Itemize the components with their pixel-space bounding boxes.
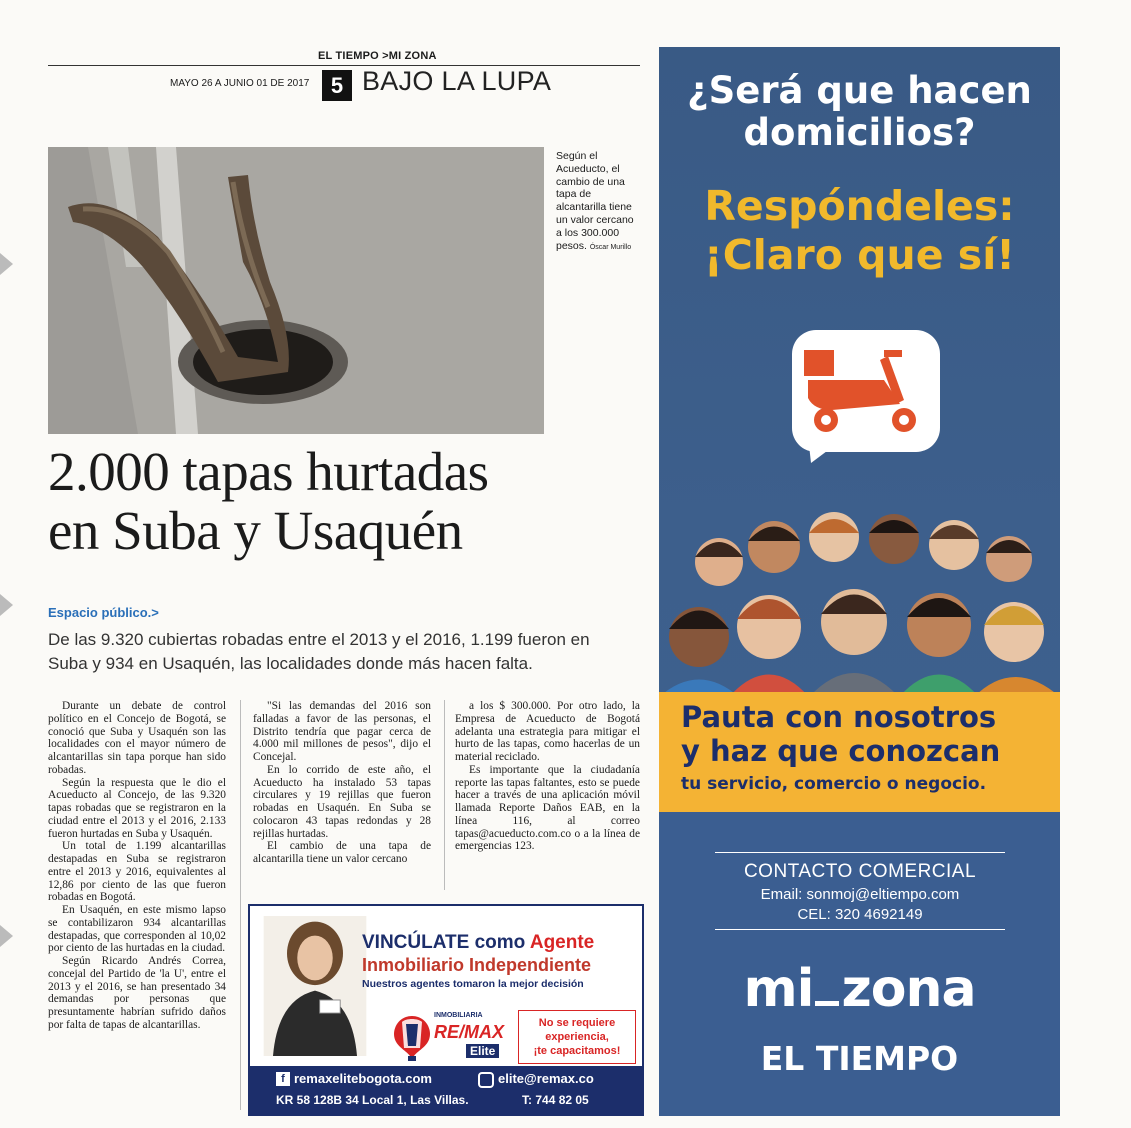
paragraph: Durante un debate de control político en el Concejo de Bogotá, se conoció que Suba y Usaquén son las localidades con el mayor número de alcantarillas sin tapa porque han sido robadas. bbox=[48, 700, 226, 776]
el-tiempo-logo: EL TIEMPO bbox=[760, 1039, 959, 1078]
pitch-line: Pauta con nosotros bbox=[681, 700, 997, 734]
balloon-icon bbox=[392, 1014, 432, 1062]
photo-illustration bbox=[48, 147, 544, 434]
phone-label: T: bbox=[522, 1093, 532, 1107]
logo-mi: mi bbox=[743, 959, 814, 1019]
logo-underscore bbox=[815, 1001, 839, 1006]
remax-title-a: VINCÚLATE como bbox=[362, 932, 530, 953]
instagram-icon bbox=[478, 1072, 494, 1088]
column-rule bbox=[444, 700, 445, 890]
issue-date: MAYO 26 A JUNIO 01 DE 2017 bbox=[170, 78, 310, 89]
contact-box bbox=[715, 852, 1005, 930]
remax-contact-bar bbox=[250, 1066, 642, 1114]
no-experience-box bbox=[518, 1010, 636, 1064]
agent-photo bbox=[260, 916, 370, 1056]
crowd-illustration bbox=[659, 467, 1060, 697]
contact-title: CONTACTO COMERCIAL bbox=[743, 861, 977, 882]
mizona-logo bbox=[659, 959, 1060, 1019]
deck bbox=[48, 628, 640, 676]
no-exp-line: experiencia, bbox=[545, 1031, 609, 1043]
no-exp-line: No se requiere bbox=[538, 1017, 616, 1029]
kicker: Espacio público.> bbox=[48, 605, 159, 620]
remax-title-b: Agente bbox=[529, 932, 595, 953]
paragraph: Es importante que la ciudadanía reporte las tapas faltantes, esto se puede hacer a través de una aplicación móvil llamada Reporte Daños EAB, en la línea 116, al correo tapas@acueducto.com.co o a la línea de emergencias 123. bbox=[455, 763, 640, 853]
pitch-band bbox=[659, 692, 1060, 812]
paragraph: El cambio de una tapa de alcantarilla tiene un valor cercano bbox=[253, 840, 431, 865]
remax-subtitle: Nuestros agentes tomaron la mejor decisión bbox=[362, 978, 584, 990]
paragraph: a los $ 300.000. Por otro lado, la Empresa de Acueducto de Bogotá adelanta una estrategia para mitigar el hurto de las tapas, como hacerlas de un material reciclado. bbox=[455, 700, 640, 763]
paragraph: Según la respuesta que le dio el Acueducto al Concejo, de las 9.320 tapas robadas que se registraron en la ciudad entre el 2013 y el 2016, 2.133 fueron hurtadas en Suba y Usaquén. bbox=[48, 776, 226, 840]
pitch-line: tu servicio, comercio o negocio. bbox=[681, 774, 987, 794]
remax-logo-top: INMOBILIARIA bbox=[434, 1012, 483, 1019]
page-marker bbox=[0, 925, 13, 947]
remax-address: KR 58 128B 34 Local 1, Las Villas. bbox=[276, 1093, 469, 1107]
remax-logo-sub: Elite bbox=[466, 1044, 499, 1058]
paragraph: En Usaquén, en este mismo lapso se contabilizaron 934 alcantarillas destapadas, que corresponden al 10,02 por ciento de las hurtadas en la ciudad. bbox=[48, 904, 226, 955]
paragraph: "Si las demandas del 2016 son falladas a favor de las personas, el Distrito tendría que pagar cerca de 4.000 mil millones de pesos", dijo el Concejal. bbox=[253, 700, 431, 763]
contact-cel: CEL: 320 4692149 bbox=[797, 906, 923, 923]
section-title: BAJO LA LUPA bbox=[362, 66, 552, 96]
caption-text: Según el Acueducto, el cambio de una tapa de alcantarilla tiene un valor cercano a los 300.000 pesos. bbox=[556, 150, 634, 252]
section-label: EL TIEMPO >MI ZONA bbox=[318, 50, 437, 62]
ad-answer-line: ¡Claro que sí! bbox=[704, 231, 1015, 279]
remax-ad[interactable] bbox=[248, 904, 644, 1116]
remax-logo-main: RE/MAX bbox=[434, 1022, 505, 1042]
pitch-line: y haz que conozcan bbox=[681, 734, 1001, 768]
ad-answer-line: Respóndeles: bbox=[704, 182, 1015, 230]
column-rule bbox=[240, 700, 241, 1110]
remax-website[interactable]: remaxelitebogota.com bbox=[294, 1071, 432, 1086]
scooter-icon bbox=[792, 330, 940, 452]
remax-email[interactable]: elite@remax.co bbox=[498, 1071, 594, 1086]
facebook-icon: f bbox=[276, 1072, 290, 1086]
speech-bubble bbox=[792, 330, 940, 452]
remax-title bbox=[362, 932, 594, 954]
page-number: 5 bbox=[322, 70, 352, 101]
photo-caption bbox=[556, 150, 640, 254]
no-exp-line: ¡te capacitamos! bbox=[533, 1045, 621, 1057]
page-marker bbox=[0, 253, 13, 275]
phone-number: 744 82 05 bbox=[535, 1093, 589, 1107]
deck-line: De las 9.320 cubiertas robadas entre el 2013 y el 2016, 1.199 fueron en bbox=[48, 630, 590, 649]
paragraph: Según Ricardo Andrés Correa, concejal del Partido de 'la U', entre el 2013 y el 2016, se han presentado 34 demandas por personas que presuntamente habrían sufrido daños por falta de tapas de alcantarillas. bbox=[48, 955, 226, 1031]
manhole-tree-photo bbox=[48, 147, 544, 434]
article-column-2 bbox=[253, 700, 431, 866]
headline-line: en Suba y Usaquén bbox=[48, 500, 463, 561]
headline bbox=[48, 442, 638, 560]
remax-title-line2: Inmobiliario Independiente bbox=[362, 955, 592, 975]
logo-zona: zona bbox=[841, 959, 976, 1019]
contact-email[interactable]: Email: sonmoj@eltiempo.com bbox=[760, 886, 960, 903]
page-marker bbox=[0, 594, 13, 616]
bubble-tail bbox=[809, 445, 839, 465]
headline-line: 2.000 tapas hurtadas bbox=[48, 441, 489, 502]
ad-question-line: domicilios? bbox=[743, 111, 976, 154]
remax-phone bbox=[522, 1093, 589, 1107]
article-column-1 bbox=[48, 700, 226, 1110]
paragraph: En lo corrido de este año, el Acueducto ha instalado 53 tapas circulares y 19 rejillas que fueron robadas en Usaquén. En Suba se colocaron 43 tapas redondas y 28 rejillas hurtadas. bbox=[253, 763, 431, 840]
deck-line: Suba y 934 en Usaquén, las localidades donde más hacen falta. bbox=[48, 654, 533, 673]
article-column-3 bbox=[455, 700, 640, 853]
remax-logo bbox=[392, 1010, 512, 1062]
mizona-ad[interactable] bbox=[659, 47, 1060, 1116]
paragraph: Un total de 1.199 alcantarillas destapadas en Suba se registraron entre el 2013 y 2016, equivalentes al 12,86 por ciento de las que fueron robadas en Bogotá. bbox=[48, 840, 226, 904]
ad-question-line: ¿Será que hacen bbox=[687, 69, 1032, 112]
photo-credit: Óscar Murillo bbox=[589, 243, 632, 251]
